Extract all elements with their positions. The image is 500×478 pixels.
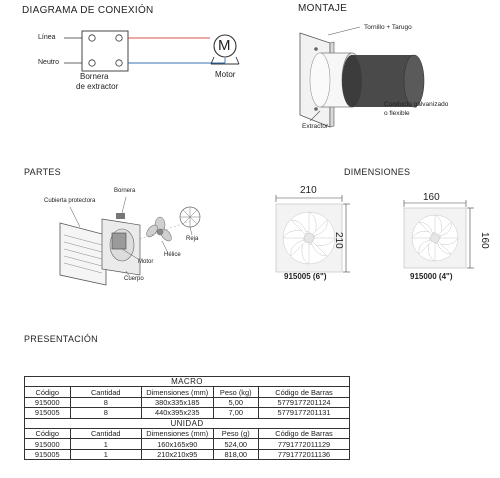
linea-label: Línea bbox=[38, 34, 56, 41]
dim-a-width: 210 bbox=[300, 185, 317, 196]
dim-b-width: 160 bbox=[423, 192, 440, 203]
dim-a-height: 210 bbox=[333, 232, 344, 249]
tornillo-label: Tornillo + Tarugo bbox=[364, 24, 412, 31]
header-cell: Peso (g) bbox=[213, 428, 259, 438]
header-cell: Código bbox=[25, 428, 71, 438]
header-cell: Cantidad bbox=[70, 428, 142, 438]
macro-header-row bbox=[25, 387, 350, 397]
dimensiones-title: DIMENSIONES bbox=[344, 167, 411, 177]
reja-label: Reja bbox=[186, 236, 199, 242]
header-cell: Código de Barras bbox=[259, 387, 350, 397]
table-cell: 440x395x235 bbox=[142, 408, 214, 418]
helice-label: Hélice bbox=[164, 252, 181, 258]
helice-part bbox=[144, 217, 173, 243]
table-cell: 8 bbox=[70, 408, 142, 418]
cuerpo-label: Cuerpo bbox=[124, 276, 144, 282]
table-cell: 160x165x90 bbox=[142, 439, 214, 449]
motor-symbol: M bbox=[218, 37, 231, 54]
unidad-band-row bbox=[25, 418, 350, 428]
table-cell: 524,00 bbox=[213, 439, 259, 449]
table-cell: 7,00 bbox=[213, 408, 259, 418]
montaje-title: MONTAJE bbox=[298, 3, 348, 14]
table-cell: 915000 bbox=[25, 439, 71, 449]
table-cell: 8 bbox=[70, 397, 142, 407]
model-915005-label: 915005 (6") bbox=[284, 272, 327, 281]
table-cell: 7791772011129 bbox=[259, 439, 350, 449]
partes-exploded-view bbox=[40, 195, 220, 305]
cubierta-label: Cubierta protectora bbox=[44, 198, 96, 204]
table-row bbox=[25, 408, 350, 418]
table-cell: 915000 bbox=[25, 397, 71, 407]
model-915000-label: 915000 (4") bbox=[410, 272, 453, 281]
table-row bbox=[25, 397, 350, 407]
table-cell: 915005 bbox=[25, 408, 71, 418]
presentation-table bbox=[24, 376, 350, 460]
header-cell: Código de Barras bbox=[259, 428, 350, 438]
table-cell: 1 bbox=[70, 449, 142, 459]
header-cell: Código bbox=[25, 387, 71, 397]
table-cell: 1 bbox=[70, 439, 142, 449]
presentacion-title: PRESENTACIÓN bbox=[24, 334, 98, 344]
bornera-label-2: de extractor bbox=[76, 82, 119, 91]
table-row bbox=[25, 449, 350, 459]
bornera-label-1: Bornera bbox=[80, 72, 109, 81]
motor-part bbox=[112, 233, 126, 249]
wiring-diagram bbox=[0, 0, 250, 80]
table-row bbox=[25, 439, 350, 449]
screw-icon bbox=[314, 107, 318, 111]
bornera-part bbox=[116, 213, 125, 219]
table-cell: 7791772011136 bbox=[259, 449, 350, 459]
tornillo-leader bbox=[328, 27, 360, 35]
neutro-label: Neutro bbox=[38, 59, 60, 66]
diagrama-title: DIAGRAMA DE CONEXIÓN bbox=[22, 5, 154, 16]
motor-label: Motor bbox=[215, 70, 236, 79]
table-cell: 5779177201131 bbox=[259, 408, 350, 418]
dim-drawing-4in bbox=[400, 198, 490, 278]
table-cell: 915005 bbox=[25, 449, 71, 459]
motor-part-label: Motor bbox=[138, 259, 154, 265]
extractor-label: Extractor bbox=[302, 123, 329, 130]
bornera-part-label: Bornera bbox=[114, 188, 136, 194]
macro-title: MACRO bbox=[25, 377, 350, 387]
header-cell: Cantidad bbox=[70, 387, 142, 397]
table-cell: 210x210x95 bbox=[142, 449, 214, 459]
screw-icon bbox=[314, 47, 318, 51]
table-cell: 380x335x185 bbox=[142, 397, 214, 407]
conducto-label-2: o flexible bbox=[384, 110, 410, 117]
unidad-header-row bbox=[25, 428, 350, 438]
macro-band-row bbox=[25, 377, 350, 387]
table-cell: 5,00 bbox=[213, 397, 259, 407]
header-cell: Dimensiones (mm) bbox=[142, 428, 214, 438]
table-cell: 5779177201124 bbox=[259, 397, 350, 407]
header-cell: Dimensiones (mm) bbox=[142, 387, 214, 397]
partes-title: PARTES bbox=[24, 167, 61, 177]
table-cell: 818,00 bbox=[213, 449, 259, 459]
conducto-label-1: Conducto galvanizado bbox=[384, 101, 449, 108]
header-cell: Peso (kg) bbox=[213, 387, 259, 397]
dim-drawing-6in bbox=[270, 188, 380, 278]
unidad-title: UNIDAD bbox=[25, 418, 350, 428]
dim-b-height: 160 bbox=[479, 232, 490, 249]
